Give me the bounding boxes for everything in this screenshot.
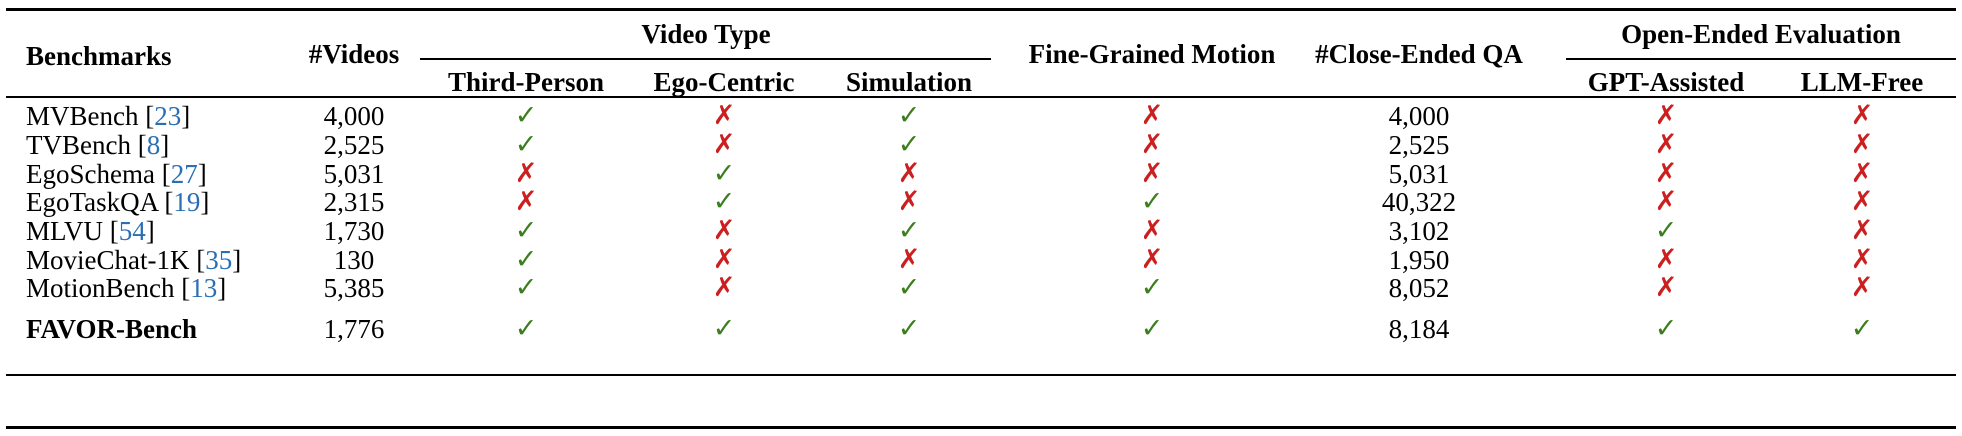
cross-icon: ✗ [1850,215,1874,246]
video-count: 130 [333,245,375,275]
citation-link[interactable]: 8 [146,130,161,160]
citation-link[interactable]: 35 [205,245,233,275]
cross-icon: ✗ [514,186,538,217]
benchmark-name-final: FAVOR-Bench [26,314,197,344]
check-icon: ✓ [897,215,921,246]
qa-count: 8,052 [1388,273,1450,303]
video-count: 1,776 [323,314,385,344]
cross-icon: ✗ [712,129,736,160]
video-count: 5,031 [323,159,385,189]
top-rule [6,8,1956,11]
video-count: 5,385 [323,273,385,303]
benchmark-name: MLVU [54] [26,216,155,246]
cross-icon: ✗ [1850,272,1874,303]
cross-icon: ✗ [712,215,736,246]
check-icon: ✓ [514,313,538,344]
cross-icon: ✗ [1850,129,1874,160]
col-benchmarks: Benchmarks [26,41,172,71]
check-icon: ✓ [1850,313,1874,344]
cross-icon: ✗ [1654,100,1678,131]
check-icon: ✓ [897,129,921,160]
video-count: 2,315 [323,187,385,217]
check-icon: ✓ [1140,313,1164,344]
citation-link[interactable]: 13 [190,273,218,303]
benchmark-name: MVBench [23] [26,101,191,131]
benchmark-title: MVBench [26,101,146,131]
cross-icon: ✗ [1850,100,1874,131]
bottom-rule [6,426,1956,429]
cross-icon: ✗ [1140,129,1164,160]
benchmark-name: MotionBench [13] [26,273,227,303]
benchmark-title: MotionBench [26,273,182,303]
cross-icon: ✗ [514,158,538,189]
group-video-type: Video Type [641,19,771,49]
citation-link[interactable]: 27 [170,159,198,189]
check-icon: ✓ [897,313,921,344]
benchmark-name: TVBench [8] [26,130,170,160]
cross-icon: ✗ [712,272,736,303]
qa-count: 1,950 [1388,245,1450,275]
cross-icon: ✗ [1654,272,1678,303]
qa-count: 40,322 [1381,187,1457,217]
cross-icon: ✗ [1654,129,1678,160]
check-icon: ✓ [514,272,538,303]
qa-count: 2,525 [1388,130,1450,160]
cross-icon: ✗ [1850,244,1874,275]
check-icon: ✓ [1654,313,1678,344]
col-close-ended-qa: #Close-Ended QA [1315,39,1523,69]
benchmark-title: TVBench [26,130,138,160]
check-icon: ✓ [897,272,921,303]
citation-link[interactable]: 19 [173,187,201,217]
cross-icon: ✗ [1140,100,1164,131]
cross-icon: ✗ [897,158,921,189]
check-icon: ✓ [712,186,736,217]
check-icon: ✓ [1140,272,1164,303]
benchmark-title: MLVU [26,216,110,246]
cross-icon: ✗ [1850,186,1874,217]
cross-icon: ✗ [1140,244,1164,275]
benchmark-name: MovieChat-1K [35] [26,245,242,275]
cross-icon: ✗ [897,186,921,217]
cross-icon: ✗ [1140,158,1164,189]
qa-count: 8,184 [1388,314,1450,344]
video-type-underline [420,58,991,60]
cross-icon: ✗ [1850,158,1874,189]
group-open-ended: Open-Ended Evaluation [1621,19,1901,49]
check-icon: ✓ [514,100,538,131]
video-count: 2,525 [323,130,385,160]
cross-icon: ✗ [897,244,921,275]
benchmark-name: EgoSchema [27] [26,159,207,189]
benchmark-title: EgoSchema [26,159,162,189]
col-videos: #Videos [308,39,400,69]
citation-link[interactable]: 23 [154,101,182,131]
col-gpt-assisted: GPT-Assisted [1587,67,1745,97]
col-llm-free: LLM-Free [1800,67,1924,97]
benchmark-title: EgoTaskQA [26,187,165,217]
open-ended-underline [1566,58,1956,60]
col-ego-centric: Ego-Centric [653,67,795,97]
check-icon: ✓ [712,158,736,189]
check-icon: ✓ [514,244,538,275]
qa-count: 3,102 [1388,216,1450,246]
video-count: 1,730 [323,216,385,246]
col-fine-grained-motion: Fine-Grained Motion [1028,39,1276,69]
qa-count: 4,000 [1388,101,1450,131]
check-icon: ✓ [897,100,921,131]
check-icon: ✓ [514,215,538,246]
benchmark-title: MovieChat-1K [26,245,197,275]
benchmark-name: EgoTaskQA [19] [26,187,210,217]
video-count: 4,000 [323,101,385,131]
cross-icon: ✗ [1654,244,1678,275]
col-simulation: Simulation [845,67,973,97]
cross-icon: ✗ [1654,186,1678,217]
cross-icon: ✗ [712,100,736,131]
qa-count: 5,031 [1388,159,1450,189]
col-third-person: Third-Person [447,67,605,97]
cross-icon: ✗ [1140,215,1164,246]
cross-icon: ✗ [712,244,736,275]
check-icon: ✓ [1654,215,1678,246]
cross-icon: ✗ [1654,158,1678,189]
check-icon: ✓ [514,129,538,160]
final-row-rule [6,374,1956,376]
citation-link[interactable]: 54 [118,216,146,246]
check-icon: ✓ [712,313,736,344]
check-icon: ✓ [1140,186,1164,217]
